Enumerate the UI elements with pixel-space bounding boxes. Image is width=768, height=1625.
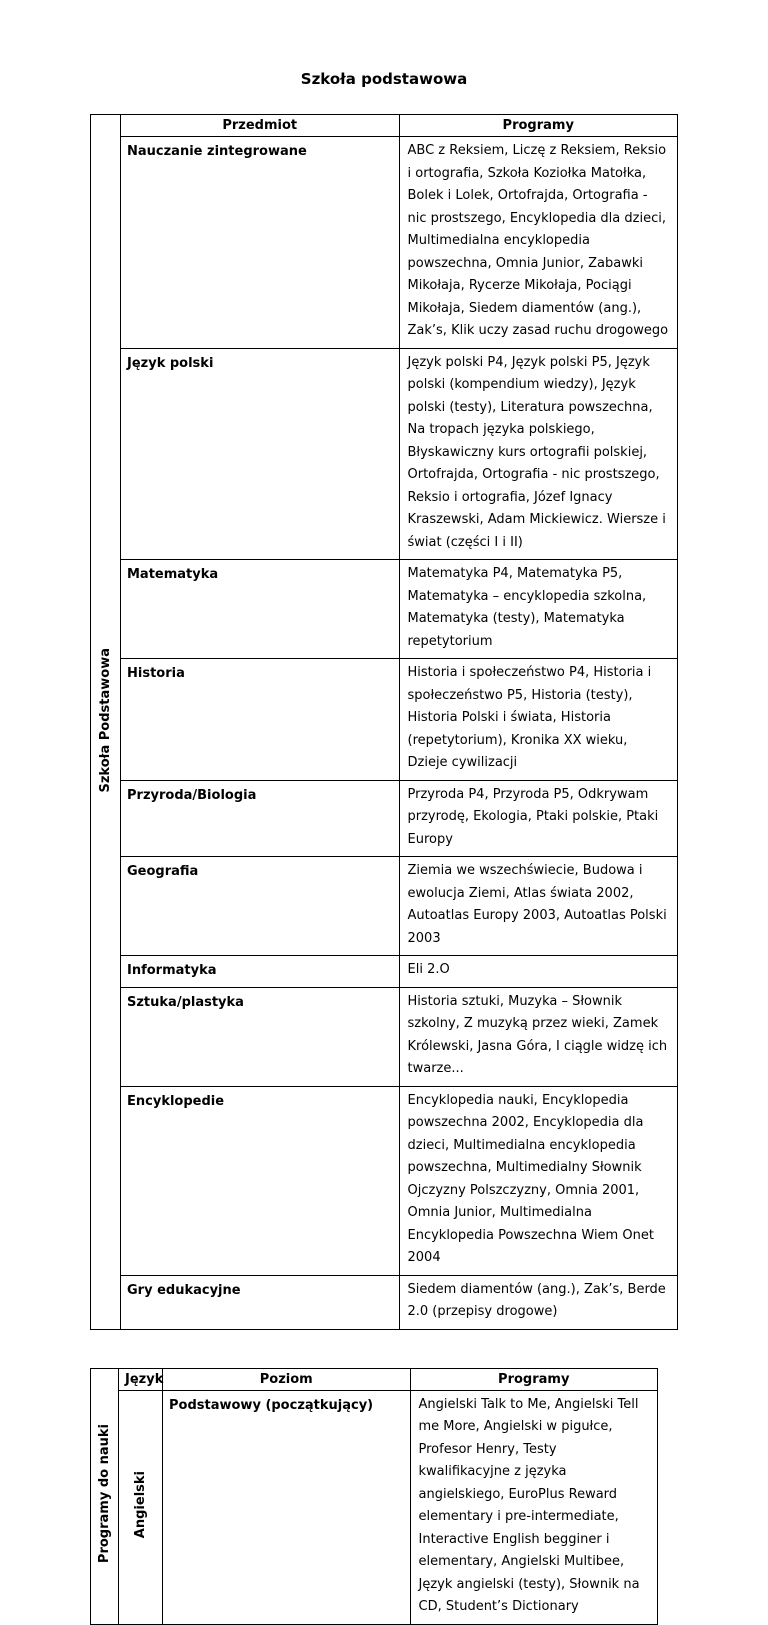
- subject-cell: Informatyka: [121, 956, 400, 988]
- programs-cell: Historia i społeczeństwo P4, Historia i społeczeństwo P5, Historia (testy), Historia Polski i świata, Historia (repetytorium), Kronika XX wieku, Dzieje cywilizacji: [399, 659, 678, 781]
- subject-cell: Sztuka/plastyka: [121, 987, 400, 1086]
- table-row: [91, 1390, 658, 1624]
- programs-cell: Ziemia we wszechświecie, Budowa i ewolucja Ziemi, Atlas świata 2002, Autoatlas Europy 2003, Autoatlas Polski 2003: [399, 857, 678, 956]
- programs-cell: Angielski Talk to Me, Angielski Tell me More, Angielski w pigułce, Profesor Henry, Testy kwalifikacyjne z języka angielskiego, EuroPlus Reward elementary i pre-intermediate, Interactive English begginer i elementary, Angielski Multibee, Język angielski (testy), Słownik na CD, Student’s Dictionary: [410, 1390, 658, 1624]
- subject-cell: Przyroda/Biologia: [121, 780, 400, 857]
- table-row: [91, 1086, 678, 1275]
- programs-cell: Język polski P4, Język polski P5, Język polski (kompendium wiedzy), Język polski (testy), Literatura powszechna, Na tropach języka polskiego, Błyskawiczny kurs ortografii polskiej, Ortofrajda, Ortografia - nic prostszego, Reksio i ortografia, Józef Ignacy Kraszewski, Adam Mickiewicz. Wiersze i świat (części I i II): [399, 348, 678, 560]
- subject-cell: Gry edukacyjne: [121, 1275, 400, 1329]
- language-programs-table: [90, 1368, 658, 1625]
- programs-cell: Eli 2.O: [399, 956, 678, 988]
- table-row: [91, 659, 678, 781]
- table-row: [91, 956, 678, 988]
- table-header-row: [91, 1368, 658, 1390]
- table-row: [91, 137, 678, 349]
- side-label-szkola-podstawowa: Szkoła Podstawowa: [98, 647, 113, 792]
- side-label-programy-do-nauki: Programy do nauki: [97, 1424, 112, 1564]
- side-label-cell: [91, 115, 121, 1330]
- table-row: [91, 987, 678, 1086]
- page-title: Szkoła podstawowa: [300, 70, 468, 88]
- subject-cell: Historia: [121, 659, 400, 781]
- subject-cell: Matematyka: [121, 560, 400, 659]
- subject-cell: Nauczanie zintegrowane: [121, 137, 400, 349]
- programs-cell: Historia sztuki, Muzyka – Słownik szkolny, Z muzyką przez wieki, Zamek Królewski, Jasna Góra, I ciągle widzę ich twarze...: [399, 987, 678, 1086]
- column-header-programy: Programy: [410, 1368, 658, 1390]
- programs-cell: Przyroda P4, Przyroda P5, Odkrywam przyrodę, Ekologia, Ptaki polskie, Ptaki Europy: [399, 780, 678, 857]
- subject-cell: Język polski: [121, 348, 400, 560]
- programs-cell: Encyklopedia nauki, Encyklopedia powszechna 2002, Encyklopedia dla dzieci, Multimedialna encyklopedia powszechna, Multimedialny Słownik Ojczyzny Polszczyzny, Omnia 2001, Omnia Junior, Multimedialna Encyklopedia Powszechna Wiem Onet 2004: [399, 1086, 678, 1275]
- column-header-jezyk: Język: [119, 1368, 163, 1390]
- table-row: [91, 560, 678, 659]
- programs-cell: Siedem diamentów (ang.), Zak’s, Berde 2.0 (przepisy drogowe): [399, 1275, 678, 1329]
- language-cell: [119, 1390, 163, 1624]
- primary-school-table: [90, 114, 678, 1330]
- programs-cell: Matematyka P4, Matematyka P5, Matematyka – encyklopedia szkolna, Matematyka (testy), Matematyka repetytorium: [399, 560, 678, 659]
- level-cell: Podstawowy (początkujący): [163, 1390, 411, 1624]
- language-label: Angielski: [133, 1471, 148, 1539]
- programs-cell: ABC z Reksiem, Liczę z Reksiem, Reksio i ortografia, Szkoła Koziołka Matołka, Bolek i Lolek, Ortofrajda, Ortografia - nic prostszego, Encyklopedia dla dzieci, Multimedialna encyklopedia powszechna, Omnia Junior, Zabawki Mikołaja, Rycerze Mikołaja, Pociągi Mikołaja, Siedem diamentów (ang.), Zak’s, Klik uczy zasad ruchu drogowego: [399, 137, 678, 349]
- column-header-poziom: Poziom: [163, 1368, 411, 1390]
- table-row: [91, 1275, 678, 1329]
- table-header-row: [91, 115, 678, 137]
- table-row: [91, 348, 678, 560]
- table-row: [91, 780, 678, 857]
- side-label-cell: [91, 1368, 119, 1624]
- column-header-przedmiot: Przedmiot: [121, 115, 400, 137]
- subject-cell: Encyklopedie: [121, 1086, 400, 1275]
- table-row: [91, 857, 678, 956]
- column-header-programy: Programy: [399, 115, 678, 137]
- subject-cell: Geografia: [121, 857, 400, 956]
